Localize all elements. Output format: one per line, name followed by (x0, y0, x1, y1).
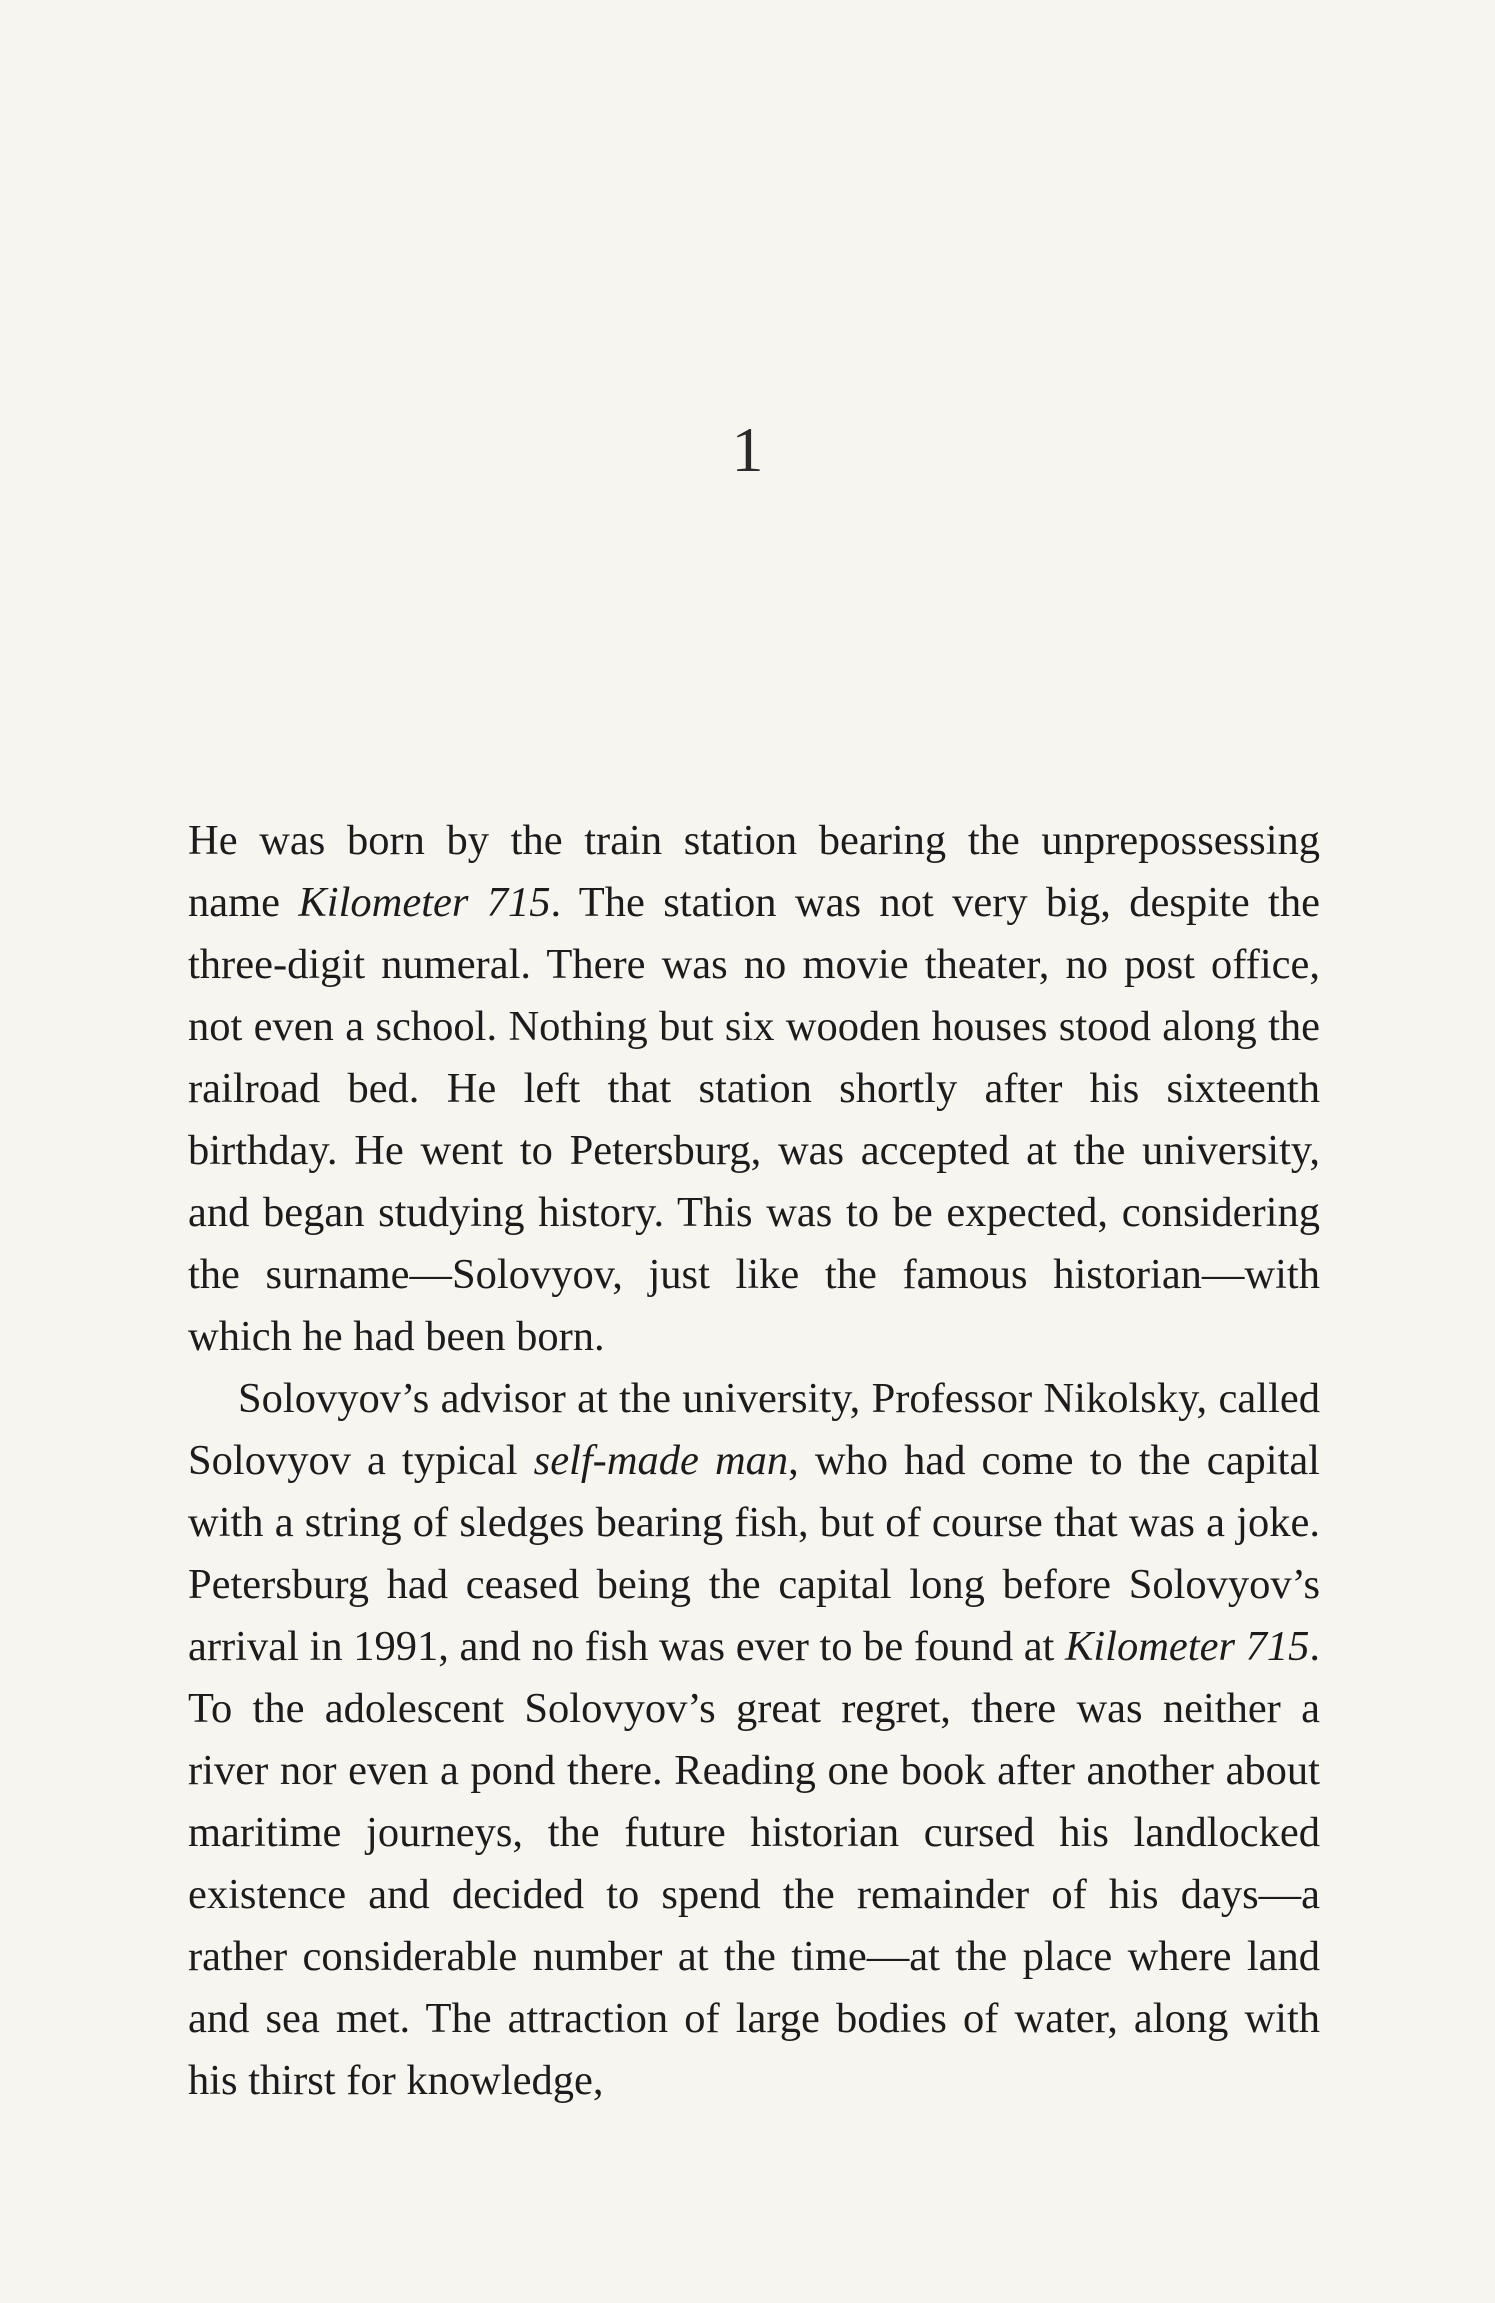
paragraph-text: , who had come to the capital with a string of sledges bearing fish, but of course that was a joke. Petersburg had ceased being the capital long before Solovyov’s arrival in 1991, and no fish was ever to be found at (188, 1437, 1320, 1670)
paragraph-text: . The station was not very big, despite the three-digit numeral. There was no movie theater, no post office, not even a school. Nothing but six wooden houses stood along the railroad bed. He left that station shortly after his sixteenth birthday. He went to Petersburg, was accepted at the university, and began studying history. This was to be expected, considering the surname—Solovyov, just like the famous historian—with which he had been born. (188, 879, 1320, 1360)
chapter-number: 1 (731, 414, 764, 485)
paragraph-text: He was born by the train station bearing the unprepossessing name (188, 817, 1320, 926)
paragraph-2 (188, 1368, 1320, 2112)
italic-text: Kilometer 715 (298, 879, 551, 926)
paragraph-text: . To the adolescent Solovyov’s great regret, there was neither a river nor even a pond there. Reading one book after another about maritime journeys, the future historian cursed his landlocked existence and decided to spend the remainder of his days—a rather considerable number at the time—at the place where land and sea met. The attraction of large bodies of water, along with his thirst for knowledge, (188, 1623, 1321, 2104)
body-text (188, 810, 1320, 2112)
paragraph-text: Solovyov’s advisor at the university, Professor Nikolsky, called Solovyov a typical (188, 1375, 1320, 1484)
paragraph-1 (188, 810, 1320, 1368)
italic-text: self-made man (533, 1437, 789, 1484)
italic-text: Kilometer 715 (1065, 1623, 1310, 1670)
